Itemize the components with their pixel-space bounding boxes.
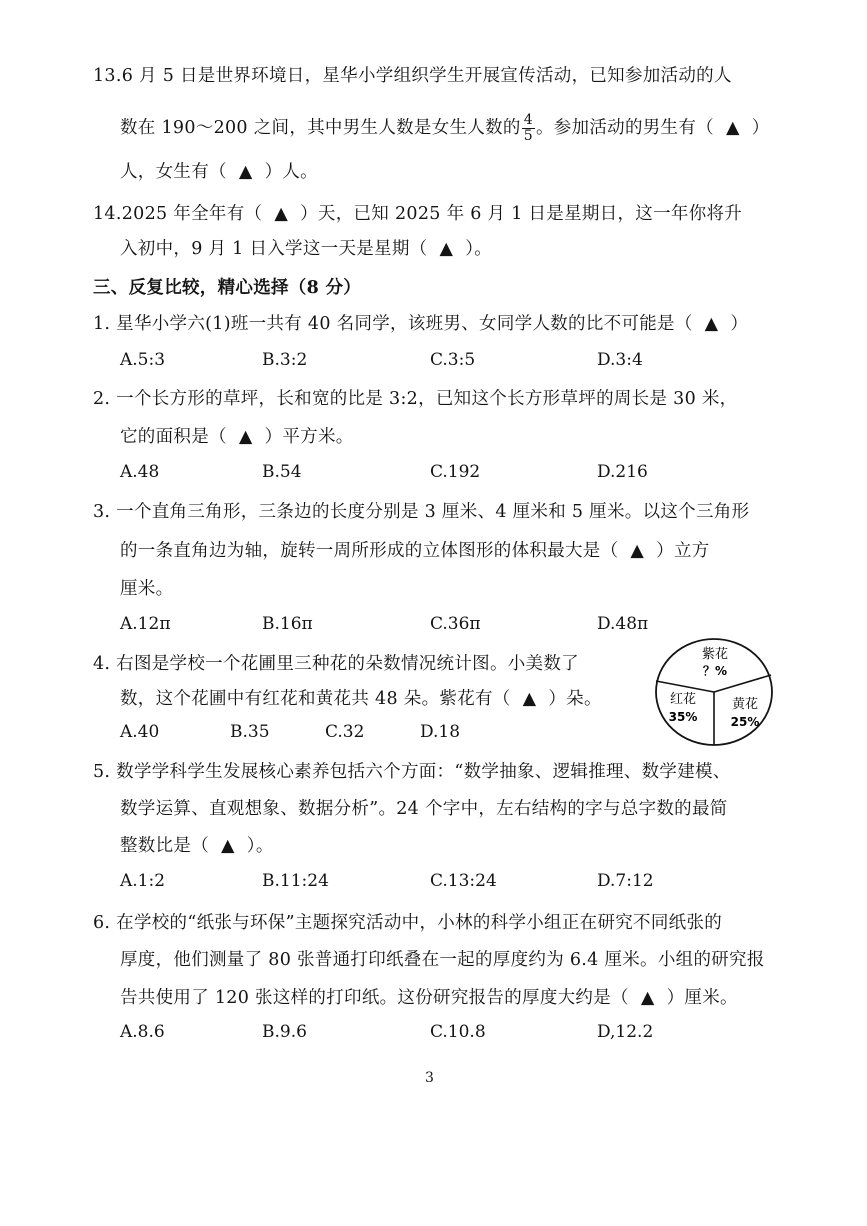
q13-line-3-text: 人，女生有（	[120, 162, 227, 182]
choice-1-option-c: C.3:5	[430, 350, 476, 370]
pie-label-purple: 紫花	[701, 647, 729, 662]
choice-5-text-after: ）。	[246, 836, 274, 856]
choice-6-option-c: C.10.8	[430, 1022, 486, 1042]
choice-3-line-2	[120, 537, 710, 562]
choice-4-option-c: C.32	[325, 722, 365, 742]
choice-3-line-1: 3. 一个直角三角形，三条边的长度分别是 3 厘米、4 厘米和 5 厘米。以这个三角形	[93, 502, 750, 522]
q14-line-1-text: 14.2025 年全年有（	[93, 204, 263, 224]
fraction-numerator: 4	[523, 112, 533, 128]
choice-2-line-2	[120, 423, 354, 448]
q14-line-1	[93, 200, 742, 225]
q14-line-2-text-after: ）。	[465, 239, 493, 259]
section-3-heading: 三、反复比较，精心选择（8 分）	[93, 278, 362, 298]
answer-blank-triangle-icon: ▲	[704, 314, 719, 334]
choice-1-option-d: D.3:4	[597, 350, 643, 370]
fraction-denominator: 5	[523, 128, 533, 144]
q13-line-1: 13.6 月 5 日是世界环境日，星华小学组织学生开展宣传活动，已知参加活动的人	[93, 66, 732, 86]
choice-5-option-a: A.1:2	[120, 871, 166, 891]
answer-blank-triangle-icon: ▲	[274, 204, 289, 224]
choice-5-text: 整数比是（	[120, 836, 209, 856]
q13-line-2-end: ）	[751, 118, 770, 138]
choice-5-line-3	[120, 832, 274, 857]
choice-6-text: 告共使用了 120 张这样的打印纸。这份研究报告的厚度大约是（	[120, 988, 629, 1008]
choice-4-option-a: A.40	[120, 722, 160, 742]
choice-3-option-d: D.48π	[597, 614, 649, 634]
q14-line-2-text: 入初中，9 月 1 日入学这一天是星期（	[120, 239, 428, 259]
choice-2-option-c: C.192	[430, 462, 481, 482]
pie-value-yellow: 25%	[730, 715, 760, 729]
choice-1-option-a: A.5:3	[120, 350, 166, 370]
answer-blank-triangle-icon: ▲	[439, 239, 454, 259]
choice-6-option-d: D,12.2	[597, 1022, 654, 1042]
q13-line-2-text-after: 。参加活动的男生有（	[535, 118, 714, 138]
choice-4-text-after: ）朵。	[548, 689, 602, 709]
choice-5-option-b: B.11:24	[262, 871, 329, 891]
choice-4-option-b: B.35	[230, 722, 270, 742]
choice-2-text-after: ）平方米。	[264, 427, 354, 447]
pie-divider-left	[656, 681, 714, 692]
answer-blank-triangle-icon: ▲	[238, 162, 253, 182]
choice-3-option-a: A.12π	[120, 614, 171, 634]
choice-4-text: 数，这个花圃中有红花和黄花共 48 朵。紫花有（	[120, 689, 511, 709]
choice-5-option-c: C.13:24	[430, 871, 497, 891]
q13-line-3	[120, 158, 318, 183]
choice-2-option-b: B.54	[262, 462, 302, 482]
choice-4-option-d: D.18	[420, 722, 461, 742]
answer-blank-triangle-icon: ▲	[630, 541, 645, 561]
choice-6-option-b: B.9.6	[262, 1022, 307, 1042]
answer-blank-triangle-icon: ▲	[725, 118, 740, 138]
choice-3-line-3: 厘米。	[120, 579, 174, 599]
choice-6-line-2: 厚度，他们测量了 80 张普通打印纸叠在一起的厚度约为 6.4 厘米。小组的研究报	[120, 950, 765, 970]
choice-4-line-1: 4. 右图是学校一个花圃里三种花的朵数情况统计图。小美数了	[93, 654, 579, 674]
choice-6-option-a: A.8.6	[120, 1022, 165, 1042]
pie-label-yellow: 黄花	[731, 697, 759, 712]
choice-4-line-2	[120, 685, 602, 710]
flower-pie-chart	[653, 636, 775, 748]
choice-2-text: 它的面积是（	[120, 427, 227, 447]
choice-6-line-1: 6. 在学校的“纸张与环保”主题探究活动中，小林的科学小组正在研究不同纸张的	[93, 913, 723, 933]
choice-5-line-2: 数学运算、直观想象、数据分析”。24 个字中，左右结构的字与总字数的最简	[120, 799, 728, 819]
pie-label-red: 红花	[669, 692, 697, 707]
q14-line-2	[120, 235, 492, 260]
choice-3-option-b: B.16π	[262, 614, 313, 634]
q13-line-2	[120, 113, 770, 144]
choice-2-option-a: A.48	[120, 462, 160, 482]
choice-1-text: 1. 星华小学六(1)班一共有 40 名同学，该班男、女同学人数的比不可能是（	[93, 314, 693, 334]
pie-value-purple: ？%	[702, 664, 728, 678]
choice-6-line-3	[120, 984, 738, 1009]
answer-blank-triangle-icon: ▲	[522, 689, 537, 709]
choice-1-option-b: B.3:2	[262, 350, 308, 370]
answer-blank-triangle-icon: ▲	[640, 988, 655, 1008]
page-number: 3	[425, 1070, 434, 1086]
q13-line-3-text-after: ）人。	[264, 162, 318, 182]
fraction-four-fifths	[522, 113, 535, 144]
q13-line-2-text: 数在 190～200 之间，其中男生人数是女生人数的	[120, 118, 521, 138]
choice-2-option-d: D.216	[597, 462, 648, 482]
pie-value-red: 35%	[668, 710, 698, 724]
choice-5-option-d: D.7:12	[597, 871, 654, 891]
choice-2-line-1: 2. 一个长方形的草坪，长和宽的比是 3:2，已知这个长方形草坪的周长是 30 米，	[93, 389, 738, 409]
answer-blank-triangle-icon: ▲	[221, 836, 235, 856]
answer-blank-triangle-icon: ▲	[238, 427, 253, 447]
choice-3-text: 的一条直角边为轴，旋转一周所形成的立体图形的体积最大是（	[120, 541, 619, 561]
choice-3-text-after: ）立方	[656, 541, 710, 561]
choice-1-line-1	[93, 310, 748, 335]
choice-5-line-1: 5. 数学学科学生发展核心素养包括六个方面：“数学抽象、逻辑推理、数学建模、	[93, 762, 731, 782]
choice-3-option-c: C.36π	[430, 614, 481, 634]
choice-1-text-after: ）	[730, 314, 749, 334]
choice-6-text-after: ）厘米。	[666, 988, 738, 1008]
q14-line-1-text-after: ）天，已知 2025 年 6 月 1 日是星期日，这一年你将升	[300, 204, 743, 224]
